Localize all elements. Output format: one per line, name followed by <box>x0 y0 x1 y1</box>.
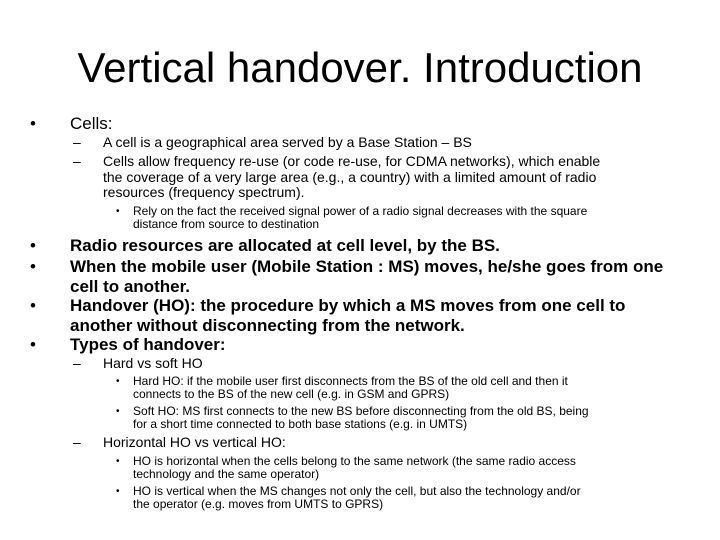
vertical-ho-line-2: the operator (e.g. moves from UMTS to GPRS) <box>133 497 384 511</box>
small-bullet-marker: • <box>116 406 120 417</box>
horizontal-ho-line-2: technology and the same operator) <box>133 467 320 481</box>
bullet-types: Types of handover: <box>70 335 226 354</box>
dash-marker: – <box>73 355 81 371</box>
bullet-marker: • <box>30 114 36 133</box>
bullet-marker: • <box>30 335 36 354</box>
hard-ho-line-2: connects to the BS of the new cell (e.g. in GSM and GPRS) <box>133 387 450 401</box>
slide-title: Vertical handover. Introduction <box>77 44 643 91</box>
signal-power-line-1: Rely on the fact the received signal power of a radio signal decreases with the square <box>133 204 588 218</box>
hard-ho-line-1: Hard HO: if the mobile user first disconnects from the BS of the old cell and then it <box>133 374 568 388</box>
cells-reuse-line-3: resources (frequency spectrum). <box>103 184 305 200</box>
small-bullet-marker: • <box>116 376 120 387</box>
cells-reuse-line-2: the coverage of a very large area (e.g., a country) with a limited amount of radio <box>103 168 597 185</box>
soft-ho-line-1: Soft HO: MS first connects to the new BS before disconnecting from the old BS, being <box>133 404 589 418</box>
bullet-marker: • <box>30 257 36 276</box>
dash-marker: – <box>73 434 81 450</box>
small-bullet-marker: • <box>116 486 120 497</box>
bullet-marker: • <box>30 296 36 315</box>
cells-definition: A cell is a geographical area served by a Base Station – BS <box>103 134 472 150</box>
bullet-mobile-line-1: When the mobile user (Mobile Station : MS) moves, he/she goes from one <box>70 257 664 276</box>
soft-ho-line-2: for a short time connected to both base stations (e.g. in UMTS) <box>133 417 468 431</box>
small-bullet-marker: • <box>116 456 120 467</box>
bullet-cells: Cells: <box>70 114 113 133</box>
bullet-radio-resources: Radio resources are allocated at cell level, by the BS. <box>70 236 500 255</box>
dash-marker: – <box>73 134 81 150</box>
horizontal-ho-line-1: HO is horizontal when the cells belong to the same network (the same radio access <box>133 454 576 468</box>
horizontal-vs-vertical-heading: Horizontal HO vs vertical HO: <box>103 434 286 450</box>
bullet-mobile-line-2: cell to another. <box>70 276 190 296</box>
cells-reuse-line-1: Cells allow frequency re-use (or code re-use, for CDMA networks), which enable <box>103 153 601 169</box>
signal-power-line-2: distance from source to destination <box>133 217 320 231</box>
bullet-handover-line-1: Handover (HO): the procedure by which a MS moves from one cell to <box>70 296 626 315</box>
small-bullet-marker: • <box>116 206 120 217</box>
dash-marker: – <box>73 153 81 169</box>
vertical-ho-line-1: HO is vertical when the MS changes not only the cell, but also the technology and/or <box>133 484 581 498</box>
hard-vs-soft-heading: Hard vs soft HO <box>103 355 203 371</box>
bullet-handover-line-2: another without disconnecting from the network. <box>70 315 465 335</box>
bullet-marker: • <box>30 236 36 255</box>
